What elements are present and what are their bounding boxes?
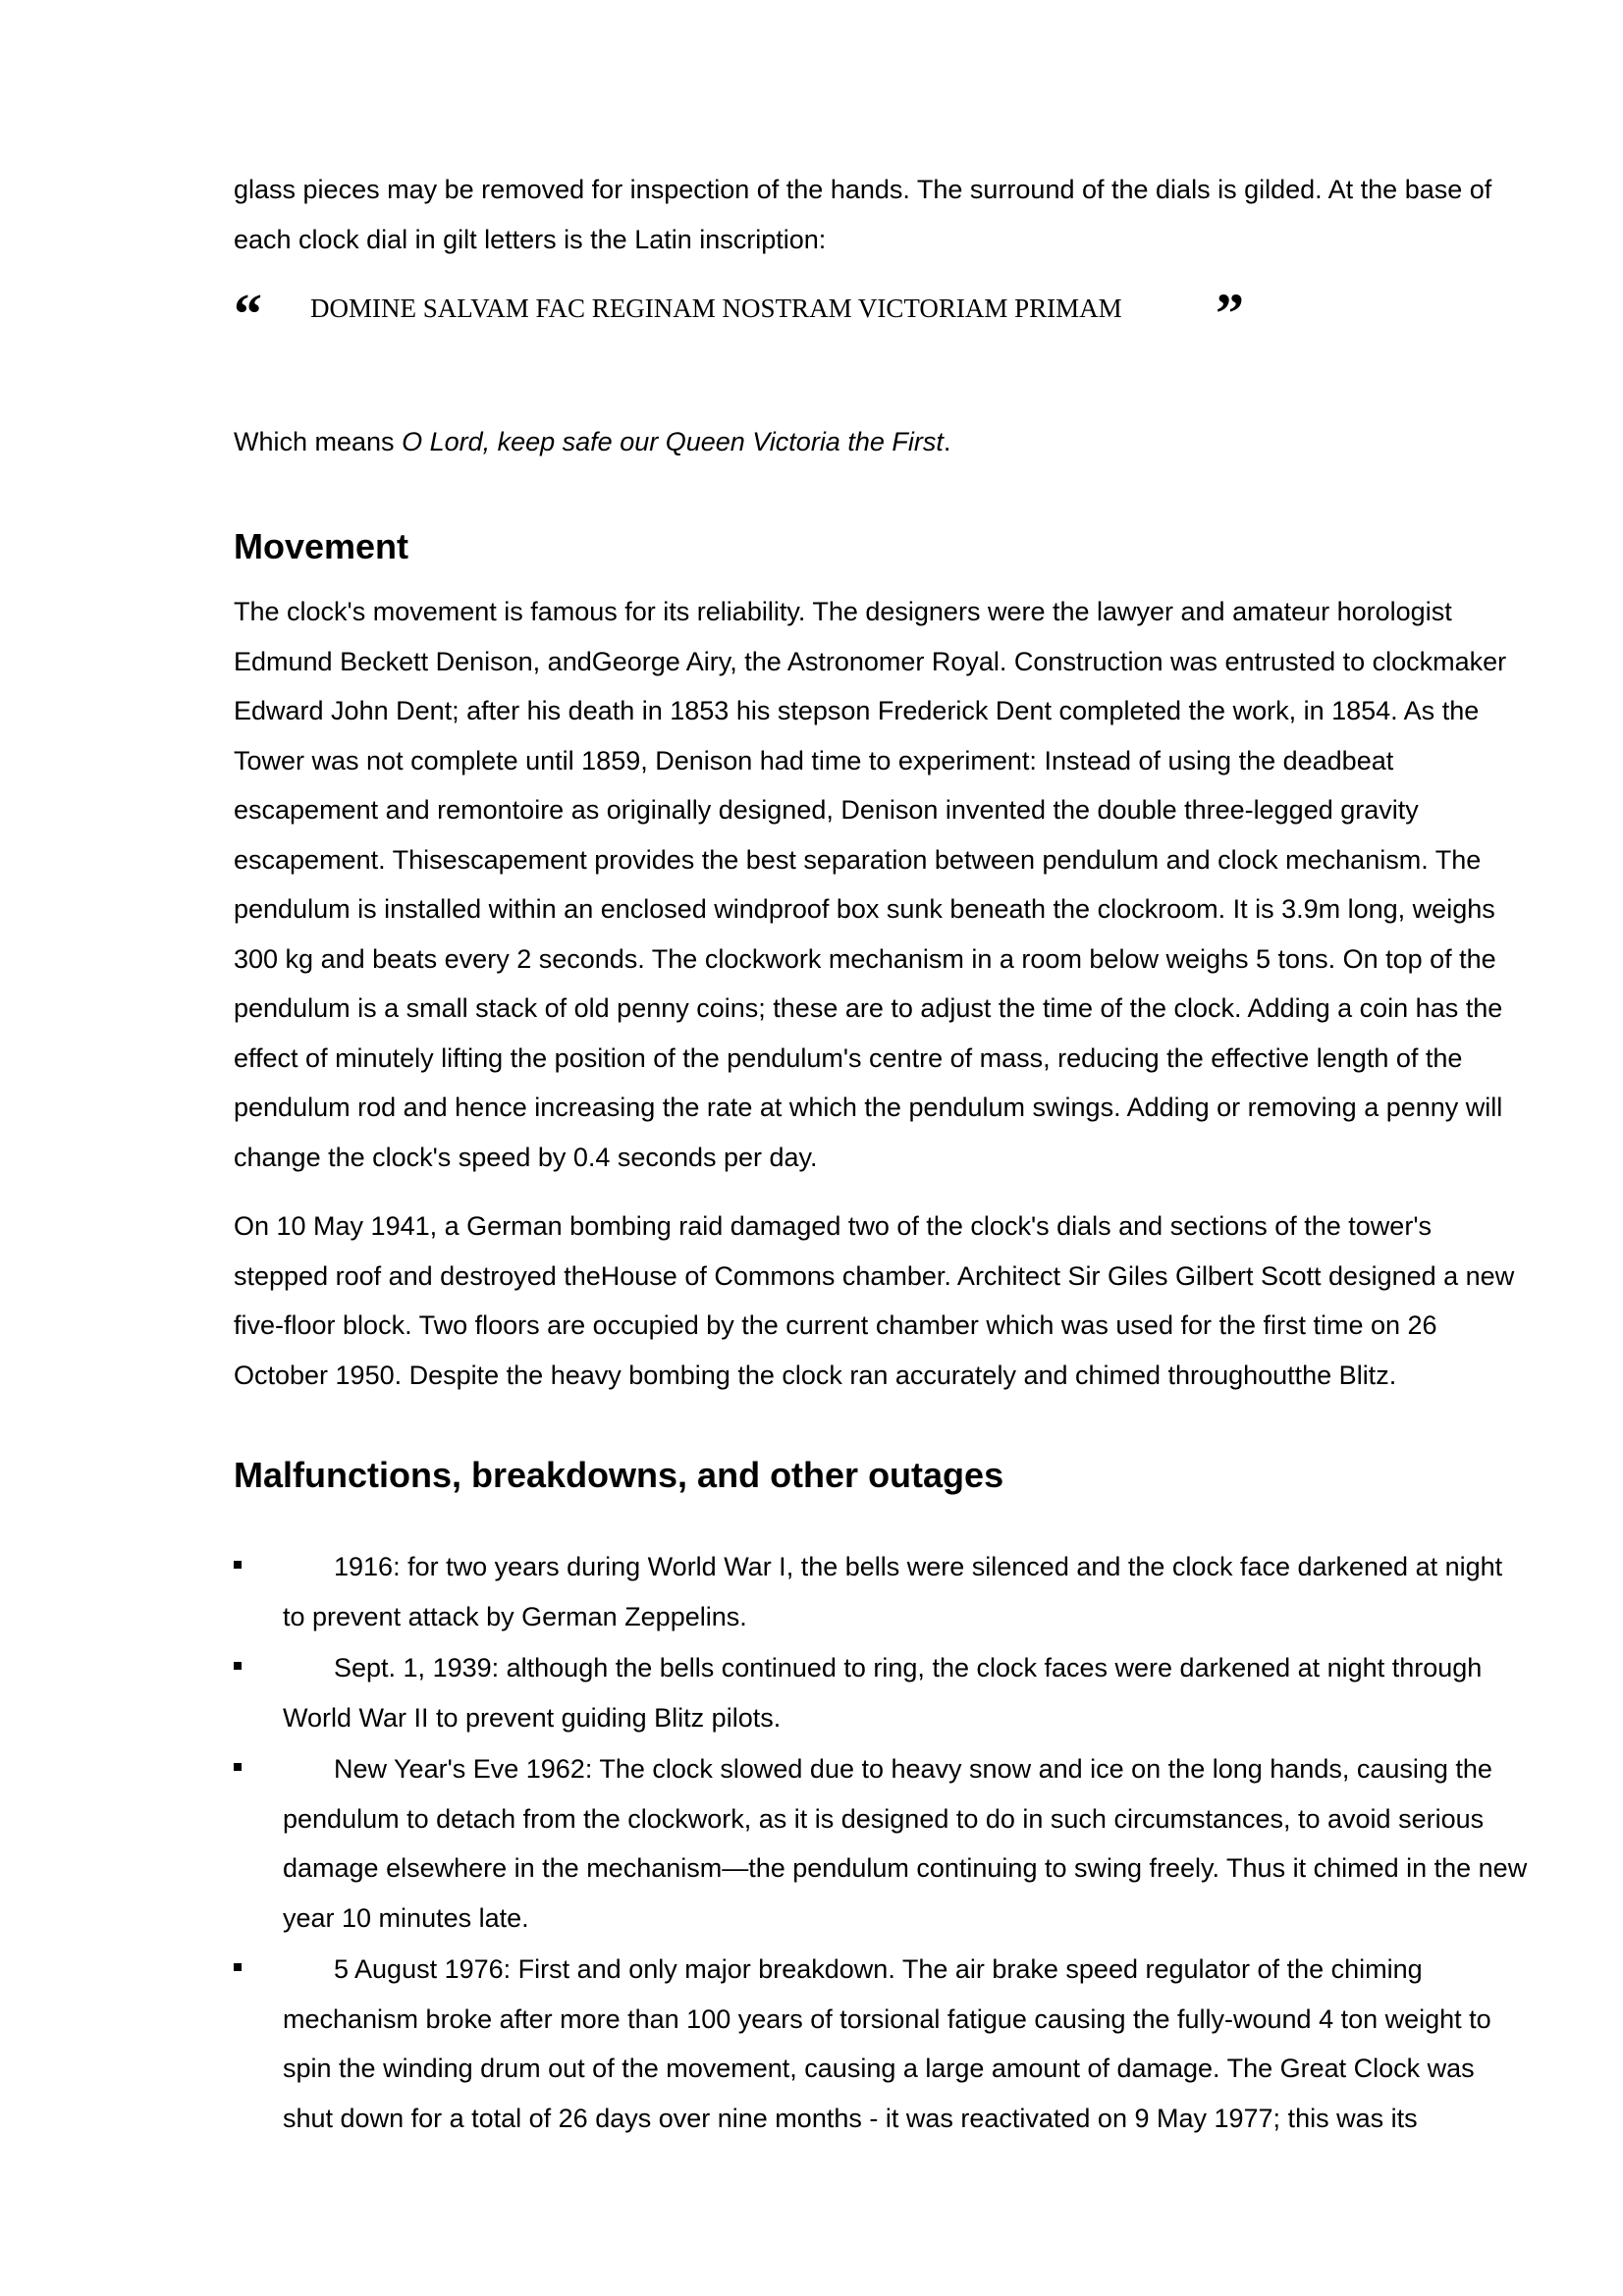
list-item-text: New Year's Eve 1962: The clock slowed due to heavy snow and ice on the long hands, causing the pendulum to detach from the clockwork, as it is designed to do in such circumstances, to avoid serious damage elsewhere in the mechanism—the pendulum continuing to swing freely. Thus it chimed in the new year 10 minutes late. <box>283 1754 1528 1933</box>
malfunctions-heading: Malfunctions, breakdowns, and other outages <box>234 1455 1004 1495</box>
square-bullet-icon <box>234 1561 242 1569</box>
list-item-text: 5 August 1976: First and only major breakdown. The air brake speed regulator of the chiming mechanism broke after more than 100 years of torsional fatigue causing the fully-wound 4 ton weight to spin the winding drum out of the movement, causing a large amount of damage. The Great Clock was shut down for a total of 26 days over nine months - it was reactivated on 9 May 1977; this was its <box>283 1954 1491 2133</box>
list-item-text: Sept. 1, 1939: although the bells continued to ring, the clock faces were darkened at night through World War II to prevent guiding Blitz pilots. <box>283 1653 1483 1733</box>
movement-heading: Movement <box>234 526 409 566</box>
open-quote-mark: “ <box>234 282 262 346</box>
list-item <box>234 1542 1530 1641</box>
latin-inscription-text: DOMINE SALVAM FAC REGINAM NOSTRAM VICTORIAM PRIMAM <box>310 294 1122 323</box>
translation-suffix: . <box>943 427 951 456</box>
latin-inscription-quote <box>234 275 1314 353</box>
movement-paragraph-2: On 10 May 1941, a German bombing raid damaged two of the clock's dials and sections of the tower's stepped roof and destroyed theHouse of Commons chamber. Architect Sir Giles Gilbert Scott designed a new five-floor block. Two floors are occupied by the current chamber which was used for the first time on 26 October 1950. Despite the heavy bombing the clock ran accurately and chimed throughoutthe Blitz. <box>234 1211 1515 1390</box>
square-bullet-icon <box>234 1763 242 1771</box>
list-item-text: 1916: for two years during World War I, the bells were silenced and the clock face darkened at night to prevent attack by German Zeppelins. <box>283 1552 1503 1631</box>
list-item <box>234 1945 1530 2143</box>
square-bullet-icon <box>234 1963 242 1971</box>
close-quote-mark: ” <box>1216 282 1244 346</box>
translation-paragraph <box>234 417 1530 467</box>
translation-italic: O Lord, keep safe our Queen Victoria the First <box>402 427 944 456</box>
square-bullet-icon <box>234 1662 242 1670</box>
movement-paragraph-1: The clock's movement is famous for its reliability. The designers were the lawyer and amateur horologist Edmund Beckett Denison, andGeorge Airy, the Astronomer Royal. Construction was entrusted to clockmaker Edward John Dent; after his death in 1853 his stepson Frederick Dent completed the work, in 1854. As the Tower was not complete until 1859, Denison had time to experiment: Instead of using the deadbeat escapement and remontoire as originally designed, Denison invented the double three-legged gravity escapement. Thisescapement provides the best separation between pendulum and clock mechanism. The pendulum is installed within an enclosed windproof box sunk beneath the clockroom. It is 3.9m long, weighs 300 kg and beats every 2 seconds. The clockwork mechanism in a room below weighs 5 tons. On top of the pendulum is a small stack of old penny coins; these are to adjust the time of the clock. Adding a coin has the effect of minutely lifting the position of the pendulum's centre of mass, reducing the effective length of the pendulum rod and hence increasing the rate at which the pendulum swings. Adding or removing a penny will change the clock's speed by 0.4 seconds per day. <box>234 597 1507 1172</box>
malfunctions-list <box>234 1542 1530 2145</box>
list-item <box>234 1643 1530 1742</box>
list-item <box>234 1744 1530 1943</box>
intro-paragraph: glass pieces may be removed for inspection of the hands. The surround of the dials is gilded. At the base of each clock dial in gilt letters is the Latin inscription: <box>234 175 1492 254</box>
translation-prefix: Which means <box>234 427 403 456</box>
